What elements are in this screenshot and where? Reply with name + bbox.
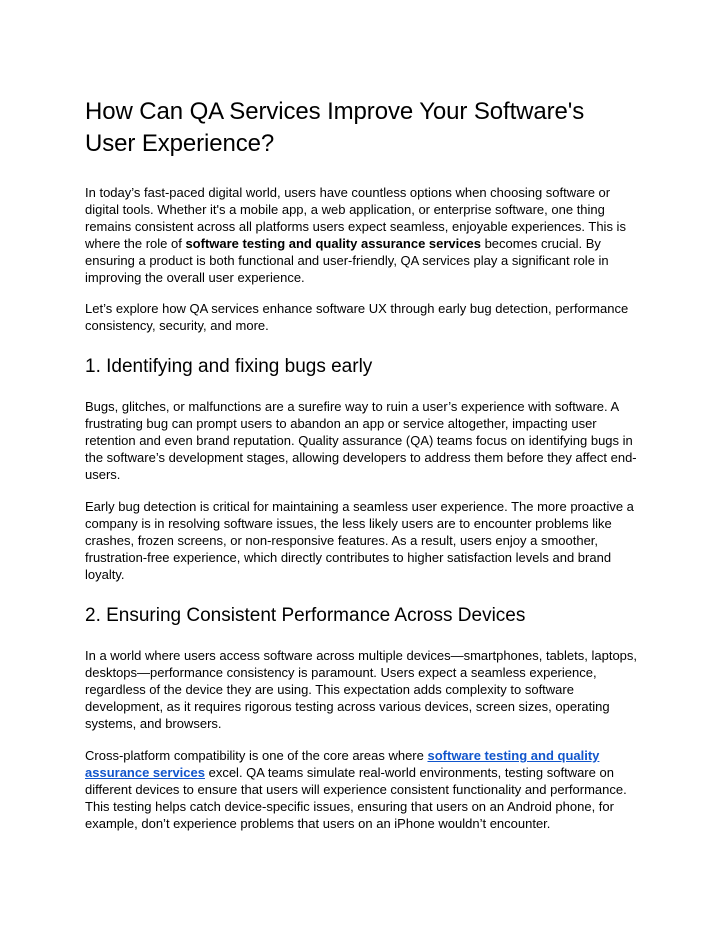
section-1-heading: 1. Identifying and fixing bugs early [85,356,373,377]
intro-paragraph [85,184,640,286]
section-1-paragraph-1: Bugs, glitches, or malfunctions are a surefire way to ruin a user’s experience with software. A frustrating bug can prompt users to abandon an app or service altogether, impacting user retention and even brand reputation. Quality assurance (QA) teams focus on identifying bugs in the software’s development stages, allowing developers to address them before they affect end-users. [85,399,637,482]
section-2-text-end: excel. QA teams simulate real-world environments, testing software on different devices to ensure that users will experience consistent functionality and performance. This testing helps catch device-specific issues, ensuring that users on an Android phone, for example, don’t experience problems that users on an iPhone wouldn’t encounter. [85,765,627,831]
section-2-text-start: Cross-platform compatibility is one of the core areas where [85,748,428,763]
section-2-paragraph-1: In a world where users access software across multiple devices—smartphones, tablets, laptops, desktops—performance consistency is paramount. Users expect a seamless experience, regardless of the device they are using. This expectation adds complexity to software development, as it requires rigorous testing across various devices, screen sizes, operating systems, and browsers. [85,648,638,731]
intro-paragraph-2: Let’s explore how QA services enhance software UX through early bug detection, performance consistency, security, and more. [85,301,629,333]
document-title: How Can QA Services Improve Your Software's User Experience? [85,98,585,157]
intro-text-start: In today’s fast-paced digital world, users have countless options when choosing software or digital tools. Whether it's a mobile app, a web application, or enterprise software, one thing remains consistent across all platforms users expect seamless, enjoyable experiences. This is where the role of [85,185,626,251]
document-page [85,96,640,847]
qa-services-link[interactable]: software testing and quality assurance services [85,748,600,780]
section-2-paragraph-2 [85,747,640,832]
section-2-heading: 2. Ensuring Consistent Performance Across Devices [85,605,526,626]
intro-bold-phrase: software testing and quality assurance services [185,236,481,251]
intro-text-end: becomes crucial. By ensuring a product is both functional and user-friendly, QA services play a significant role in improving the overall user experience. [85,236,609,285]
section-1-paragraph-2: Early bug detection is critical for maintaining a seamless user experience. The more proactive a company is in resolving software issues, the less likely users are to encounter problems like crashes, frozen screens, or non-responsive features. As a result, users enjoy a smoother, frustration-free experience, which directly contributes to higher satisfaction levels and brand loyalty. [85,499,634,582]
